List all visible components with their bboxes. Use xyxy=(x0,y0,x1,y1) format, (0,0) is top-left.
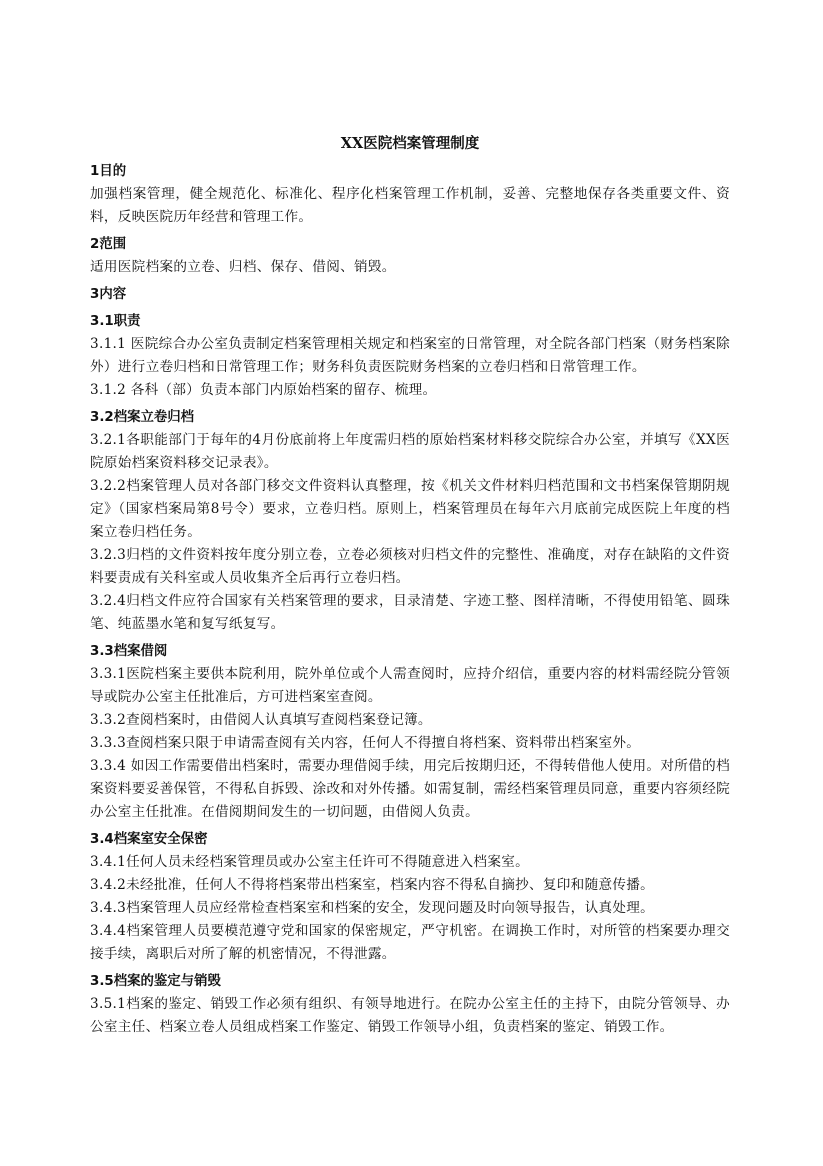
paragraph-3-3-4: 3.3.4 如因工作需要借出档案时，需要办理借阅手续，用完后按期归还，不得转借他人使用。对所借的档案资料要妥善保管，不得私自拆毁、涂改和对外传播。如需复制，需经档案管理员同意，重要内容须经院办公室主任批准。在借阅期间发生的一切问题，由借阅人负责。 xyxy=(90,758,730,820)
paragraph-3-4-2: 3.4.2未经批准，任何人不得将档案带出档案室，档案内容不得私自摘抄、复印和随意传播。 xyxy=(90,877,655,893)
section-heading-filing: 3.2档案立卷归档 xyxy=(90,410,195,425)
section-heading-content: 3内容 xyxy=(90,287,127,302)
document-title: XX医院档案管理制度 xyxy=(340,135,480,152)
paragraph-3-4-4: 3.4.4档案管理人员要模范遵守党和国家的保密规定，严守机密。在调换工作时，对所管的档案要办理交接手续，离职后对所了解的机密情况，不得泄露。 xyxy=(90,923,730,962)
section-heading-purpose: 1目的 xyxy=(90,164,127,179)
section-heading-responsibilities: 3.1职责 xyxy=(90,314,141,329)
section-heading-borrowing: 3.3档案借阅 xyxy=(90,644,168,659)
paragraph-3-4-3: 3.4.3档案管理人员应经常检查档案室和档案的安全，发现问题及时向领导报告，认真处理。 xyxy=(90,900,655,916)
paragraph-3-3-3: 3.3.3查阅档案只限于申请需查阅有关内容，任何人不得擅自将档案、资料带出档案室外。 xyxy=(90,735,641,751)
document-body xyxy=(90,132,730,1039)
paragraph-scope: 适用医院档案的立卷、归档、保存、借阅、销毁。 xyxy=(90,259,396,275)
paragraph-3-2-2: 3.2.2档案管理人员对各部门移交文件资料认真整理，按《机关文件材料归档范围和文书档案保管期阴规定》（国家档案局第8号令）要求，立卷归档。原则上，档案管理员在每年六月底前完成医院上年度的档案立卷归档任务。 xyxy=(90,478,730,540)
paragraph-3-4-1: 3.4.1任何人员未经档案管理员或办公室主任许可不得随意进入档案室。 xyxy=(90,854,530,870)
paragraph-3-2-4: 3.2.4归档文件应符合国家有关档案管理的要求，目录清楚、字迹工整、图样清晰，不得使用铅笔、圆珠笔、纯蓝墨水笔和复写纸复写。 xyxy=(90,593,730,632)
paragraph-3-1-2: 3.1.2 各科（部）负责本部门内原始档案的留存、梳理。 xyxy=(90,382,437,398)
paragraph-3-3-2: 3.3.2查阅档案时，由借阅人认真填写查阅档案登记簿。 xyxy=(90,712,432,728)
section-heading-security: 3.4档案室安全保密 xyxy=(90,832,208,847)
paragraph-3-1-1: 3.1.1 医院综合办公室负责制定档案管理相关规定和档案室的日常管理，对全院各部门档案（财务档案除外）进行立卷归档和日常管理工作；财务科负责医院财务档案的立卷归档和日常管理工作。 xyxy=(90,336,730,375)
section-heading-appraisal: 3.5档案的鉴定与销毁 xyxy=(90,974,221,989)
paragraph-purpose: 加强档案管理，健全规范化、标准化、程序化档案管理工作机制，妥善、完整地保存各类重要文件、资料，反映医院历年经营和管理工作。 xyxy=(90,186,730,225)
section-heading-scope: 2范围 xyxy=(90,237,127,252)
paragraph-3-5-1: 3.5.1档案的鉴定、销毁工作必须有组织、有领导地进行。在院办公室主任的主持下，由院分管领导、办公室主任、档案立卷人员组成档案工作鉴定、销毁工作领导小组，负责档案的鉴定、销毁工作。 xyxy=(90,996,730,1035)
paragraph-3-2-1: 3.2.1各职能部门于每年的4月份底前将上年度需归档的原始档案材料移交院综合办公室，并填写《XX医院原始档案资料移交记录表》。 xyxy=(90,432,730,471)
paragraph-3-2-3: 3.2.3归档的文件资料按年度分别立卷，立卷必须核对归档文件的完整性、准确度，对存在缺陷的文件资料要责成有关科室或人员收集齐全后再行立卷归档。 xyxy=(90,547,730,586)
paragraph-3-3-1: 3.3.1医院档案主要供本院利用，院外单位或个人需查阅时，应持介绍信，重要内容的材料需经院分管领导或院办公室主任批准后，方可进档案室查阅。 xyxy=(90,666,730,705)
